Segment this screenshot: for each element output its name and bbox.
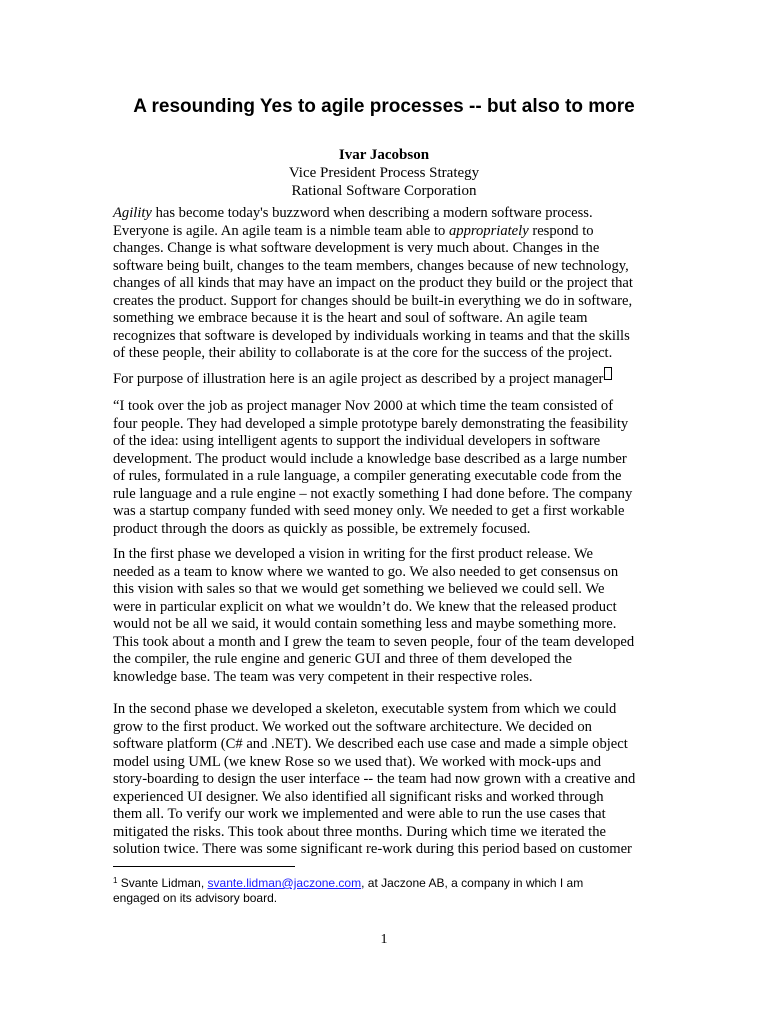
- text-line: of these people, their ability to collaborate is at the core for the success of the project.: [113, 345, 613, 361]
- paragraph-agility: [113, 205, 655, 363]
- footnote-divider: [113, 866, 295, 867]
- paragraph-second-phase: [113, 701, 655, 859]
- text-line: knowledge base. The team was very competent in their respective roles.: [113, 668, 533, 685]
- text-line: something we embrace because it is the heart and soul of software. An agile team: [113, 310, 588, 326]
- italic-term: appropriately: [448, 222, 529, 239]
- text-line: grow to the first product. We worked out the software architecture. We decided on: [113, 718, 592, 735]
- text-line: this vision with sales so that we would get something we believed we could sell. We: [113, 581, 605, 597]
- author-organization: Rational Software Corporation: [291, 183, 477, 199]
- text-line: solution twice. There was some significant re-work during this period based on customer: [113, 841, 632, 857]
- footnote-number: 1: [113, 876, 118, 885]
- text-line: For purpose of illustration here is an agile project as described by a project manager: [113, 367, 655, 389]
- text-line: of the idea: using intelligent agents to support the individual developers in software: [113, 433, 601, 449]
- author-name: Ivar Jacobson: [338, 147, 430, 163]
- text-line: product through the doors as quickly as possible, be extremely focused.: [113, 520, 531, 537]
- text-line: needed as a team to know where we wanted to go. We also needed to get consensus on: [113, 563, 619, 580]
- text-line: was a startup company funded with seed money only. We needed to get a first workable: [113, 503, 625, 519]
- italic-term: Agility: [113, 205, 152, 221]
- text-line: rule language and a rule engine – not exactly something I had done before. The company: [113, 485, 633, 502]
- document-title: A resounding Yes to agile processes -- but also to more: [133, 96, 635, 117]
- text-line: the compiler, the rule engine and generic GUI and three of them developed the: [113, 651, 572, 667]
- text-line: creates the product. Support for changes should be built-in everything we do in software,: [113, 292, 633, 309]
- text-line: In the second phase we developed a skeleton, executable system from which we could: [113, 701, 617, 717]
- text-line: them all. To verify our work we implemented and were able to run the use cases that: [113, 806, 606, 822]
- text-line: model using UML (we knew Rose so we used that). We worked with mock-ups and: [113, 753, 602, 770]
- text-line: “I took over the job as project manager Nov 2000 at which time the team consisted of: [113, 398, 614, 414]
- text-line: software platform (C# and .NET). We described each use case and made a simple object: [113, 736, 628, 752]
- text-line: Agility has become today's buzzword when describing a modern software process.: [113, 205, 593, 221]
- paragraph-quote-start: [113, 398, 655, 538]
- text-line: development. The product would include a knowledge base described as a large number: [113, 450, 627, 467]
- author-block: [0, 146, 768, 200]
- footnote-email-link[interactable]: svante.lidman@jaczone.com: [207, 876, 362, 890]
- text-line: were in particular explicit on what we wouldn’t do. We knew that the released product: [113, 598, 617, 615]
- text-line: four people. They had developed a simple prototype barely demonstrating the feasibility: [113, 415, 629, 432]
- author-role: Vice President Process Strategy: [288, 165, 480, 181]
- paragraph-illustration: [113, 367, 655, 389]
- text-line: would not be all we said, it would contain something less and maybe something more.: [113, 616, 617, 632]
- text-line: Everyone is agile. An agile team is a nimble team able to appropriately respond to: [113, 222, 594, 239]
- text-line: This took about a month and I grew the team to seven people, four of the team developed: [113, 633, 635, 650]
- paragraph-first-phase: [113, 546, 655, 686]
- text-line: recognizes that software is developed by individuals working in teams and that the skills: [113, 327, 630, 344]
- text-line: In the first phase we developed a vision in writing for the first product release. We: [113, 546, 594, 562]
- text-line: story-boarding to design the user interface -- the team had now grown with a creative and: [113, 771, 636, 787]
- text-line: experienced UI designer. We also identified all significant risks and worked through: [113, 788, 604, 805]
- text-line: software being built, changes to the team members, changes because of new technology,: [113, 257, 629, 274]
- footnote-reference[interactable]: [604, 367, 612, 380]
- text-line: mitigated the risks. This took about three months. During which time we iterated the: [113, 823, 606, 840]
- text-line: changes. Change is what software development is very much about. Changes in the: [113, 240, 600, 256]
- text-line: of rules, formulated in a rule language, a compiler generating executable code from the: [113, 468, 622, 484]
- text-line: changes of all kinds that may have an impact on the product they build or the project that: [113, 275, 633, 291]
- page-number: 1: [380, 932, 388, 947]
- footnote: $^1$ Svante Lidman, svante.lidman@jaczone.com, at Jaczone AB, a company in which I am engaged on its advisory board.: [113, 876, 584, 905]
